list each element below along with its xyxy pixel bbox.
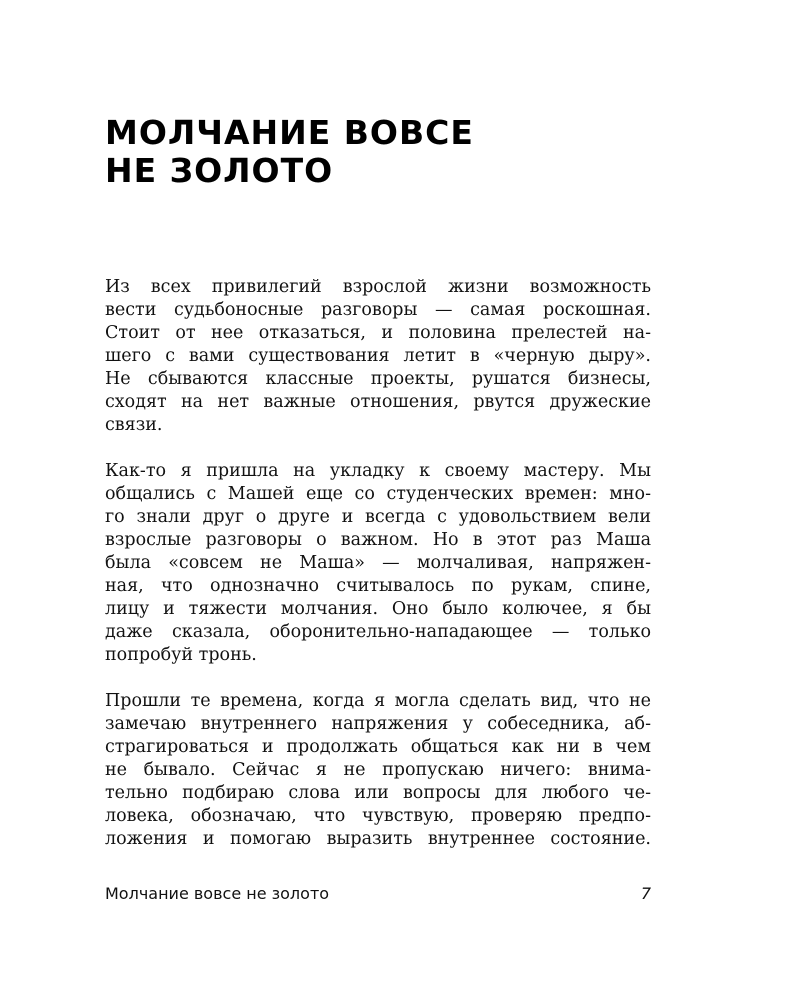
chapter-title — [105, 114, 665, 190]
text-line: общались с Машей еще со студенческих времен: мно- — [105, 484, 651, 504]
paragraph-2 — [105, 460, 651, 667]
text-line: вести судьбоносные разговоры — самая роскошная. — [105, 300, 651, 320]
chapter-title-line-1: МОЛЧАНИЕ ВОВСЕ — [105, 113, 474, 152]
text-line: страгироваться и продолжать общаться как ни в чем — [105, 737, 651, 757]
text-line: не бывало. Сейчас я не пропускаю ничего: внима- — [105, 760, 651, 780]
text-line: тельно подбираю слова или вопросы для любого че- — [105, 783, 651, 803]
page-number: 7 — [640, 884, 651, 903]
paragraph-3 — [105, 690, 651, 851]
text-line: взрослые разговоры о важном. Но в этот раз Маша — [105, 530, 651, 550]
text-line: го знали друг о друге и всегда с удовольствием вели — [105, 507, 651, 527]
text-line: шего с вами существования летит в «черную дыру». — [105, 346, 651, 366]
text-line: сходят на нет важные отношения, рвутся дружеские — [105, 392, 651, 412]
paragraph-1 — [105, 276, 651, 437]
text-line: ловека, обозначаю, что чувствую, проверяю предпо- — [105, 806, 651, 826]
text-line: была «совсем не Маша» — молчаливая, напряжен- — [105, 553, 651, 573]
page-footer — [105, 884, 651, 908]
text-line: попробуй тронь. — [105, 645, 257, 665]
text-line: Прошли те времена, когда я могла сделать вид, что не — [105, 691, 651, 711]
text-line: ная, что однозначно считывалось по рукам, спине, — [105, 576, 651, 596]
chapter-title-line-2: НЕ ЗОЛОТО — [105, 151, 334, 190]
running-head: Молчание вовсе не золото — [105, 884, 330, 903]
text-line: связи. — [105, 415, 163, 435]
text-line: лицу и тяжести молчания. Оно было колючее, я бы — [105, 599, 651, 619]
text-line: даже сказала, оборонительно-нападающее — только — [105, 622, 651, 642]
text-line: ложения и помогаю выразить внутреннее состояние. — [105, 829, 651, 849]
text-line: замечаю внутреннего напряжения у собеседника, аб- — [105, 714, 651, 734]
text-line: Из всех привилегий взрослой жизни возможность — [105, 277, 651, 297]
text-line: Стоит от нее отказаться, и половина прелестей на- — [105, 323, 651, 343]
body-text — [105, 276, 651, 874]
text-line: Не сбываются классные проекты, рушатся бизнесы, — [105, 369, 651, 389]
text-line: Как-то я пришла на укладку к своему мастеру. Мы — [105, 461, 651, 481]
